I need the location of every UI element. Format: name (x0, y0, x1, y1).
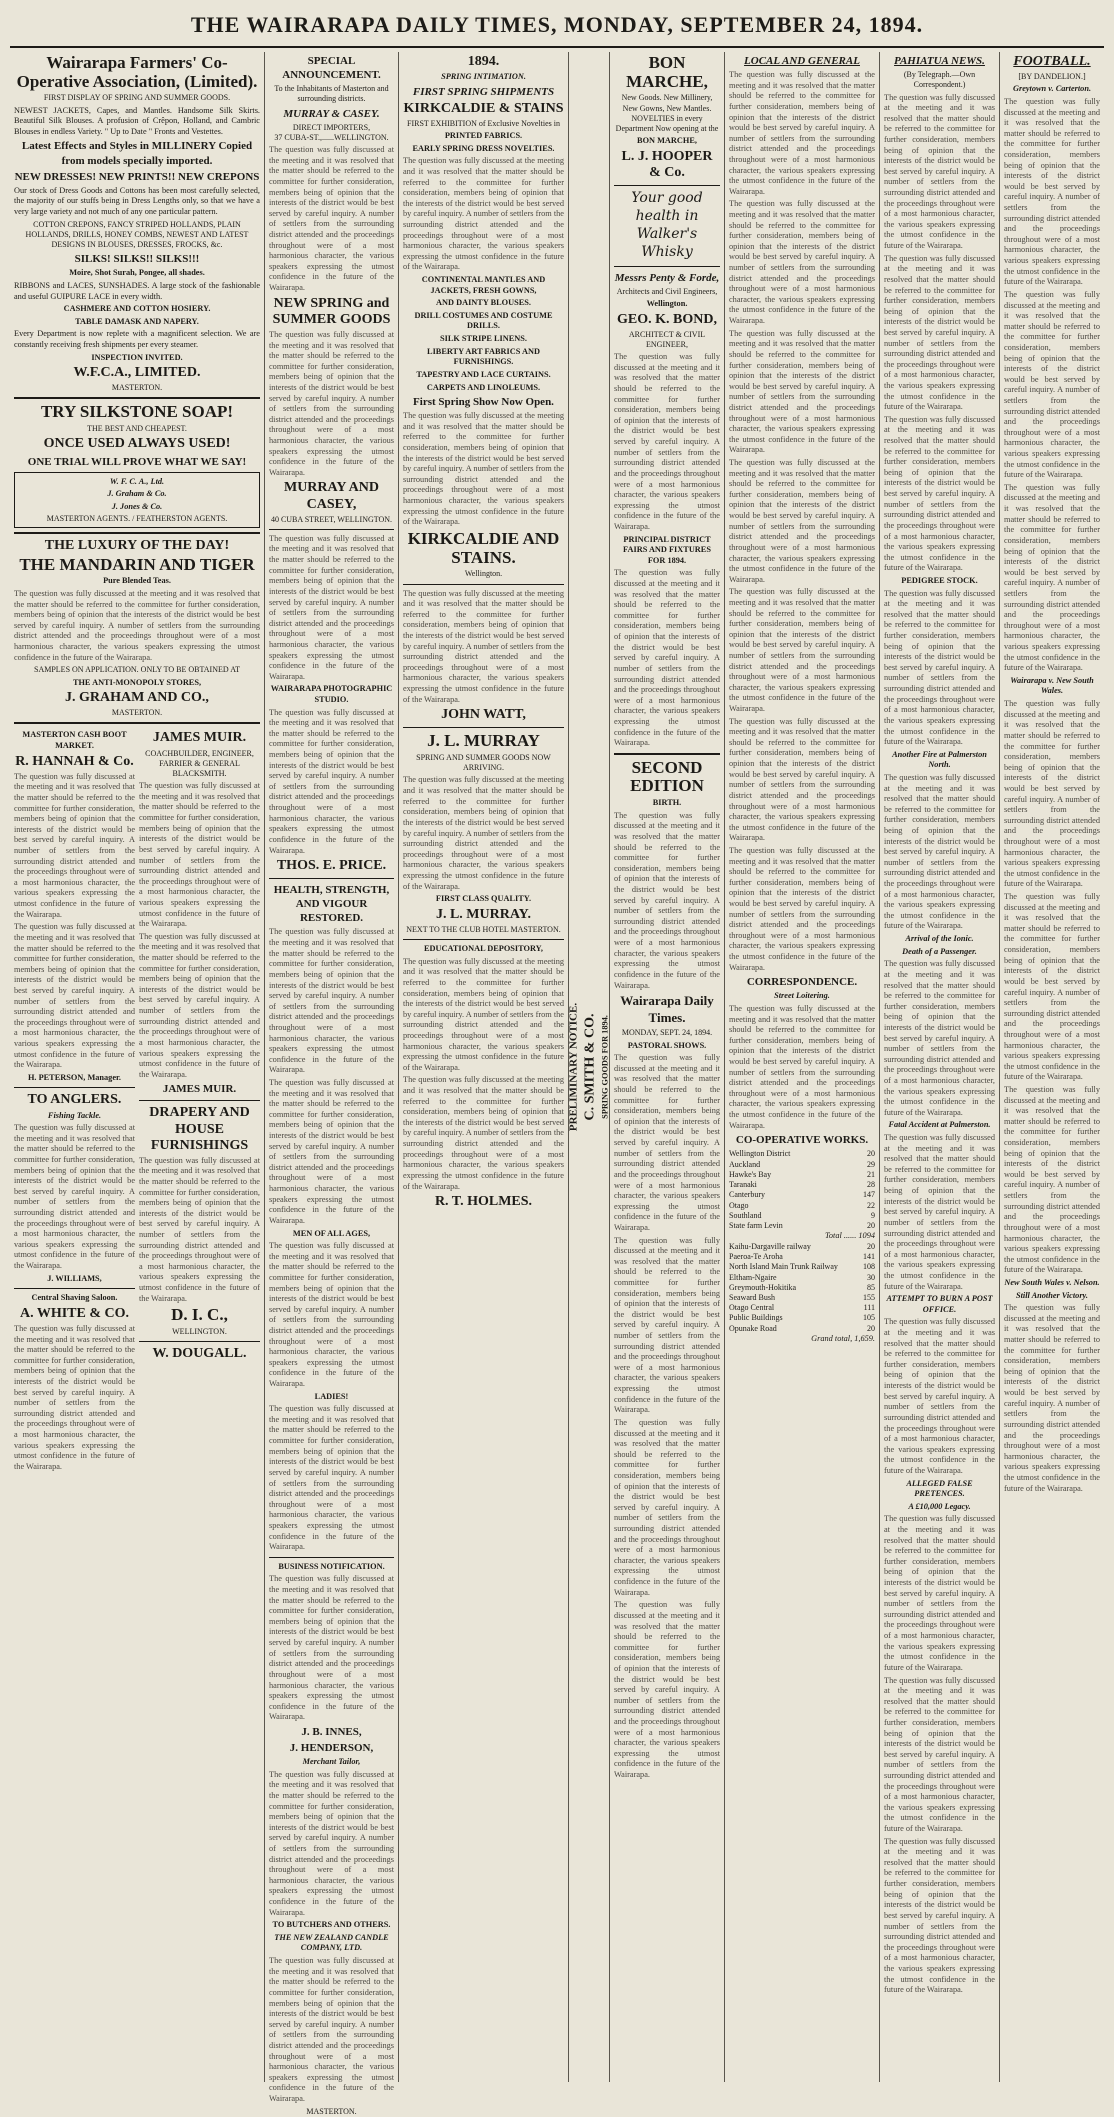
anglers-heading: TO ANGLERS. (27, 1092, 122, 1108)
wfca-masterton: MASTERTON. (111, 383, 163, 393)
local-7: The question was fully discussed at the meeting and it was resolved that the matter should be referred to the committee for further consideration, members being of opinion that the interests of the district would be best served by careful inquiry. A number of settlers from the surrounding district attended and the proceedings throughout were of a most harmonious character, the various speakers expressing the utmost confidence in the future of the Wairarapa. (729, 845, 875, 972)
silkstone-heading: TRY SILKSTONE SOAP! (40, 402, 234, 422)
williams: J. WILLIAMS, (47, 1273, 102, 1283)
murray-casey-2: MURRAY AND CASEY, (283, 480, 380, 512)
pahiatua-byline: (By Telegraph.—Own Correspondent.) (903, 70, 976, 90)
health-heading: HEALTH, STRENGTH, AND VIGOUR RESTORED. (273, 884, 390, 925)
mandarin-tiger: THE MANDARIN AND TIGER (19, 554, 255, 574)
column-4 (569, 52, 725, 2082)
prudential-text: The question was fully discussed at the meeting and it was resolved that the matter should be referred to the committee for further consideration, members being of opinion that the interests of the district would be best served by careful inquiry. A number of settlers from the surrounding district attended and the proceedings throughout were of a most harmonious character, the various speakers expressing the utmost confidence in the future of the Wairarapa. (269, 533, 394, 681)
penty-forde: Messrs Penty & Forde, (614, 271, 720, 284)
col1-left (14, 728, 135, 1474)
blended-teas: Pure Blended Teas. (103, 576, 171, 586)
anglers-text: The question was fully discussed at the meeting and it was resolved that the matter should be referred to the committee for further consideration, members being of opinion that the interests of the district would be best served by careful inquiry. A number of settlers from the surrounding district attended and the proceedings throughout were of a most harmonious character, the various speakers expressing the utmost confidence in the future of the Wairarapa. (14, 1123, 135, 1271)
murray-text: The question was fully discussed at the meeting and it was resolved that the matter should be referred to the committee for further consideration, members being of opinion that the interests of the district would be best served by careful inquiry. A number of settlers from the surrounding district attended and the proceedings throughout were of a most harmonious character, the various speakers expressing the utmost confidence in the future of the Wairarapa. (269, 145, 394, 293)
wfca-subheading: FIRST DISPLAY OF SPRING AND SUMMER GOODS. (43, 93, 231, 103)
football: FOOTBALL. (1013, 54, 1091, 69)
correspondence: CORRESPONDENCE. (746, 976, 858, 989)
rt-holmes: R. T. HOLMES. (434, 1194, 533, 1210)
divider (14, 722, 260, 724)
merchant-tailor: Merchant Tailor, (302, 1757, 361, 1767)
local-1: The question was fully discussed at the meeting and it was resolved that the matter should be referred to the committee for further consideration, members being of opinion that the interests of the district would be best served by careful inquiry. A number of settlers from the surrounding district attended and the proceedings throughout were of a most harmonious character, the various speakers expressing the utmost confidence in the future of the Wairarapa. (729, 70, 875, 196)
dic-name: D. I. C., (171, 1305, 228, 1325)
dainty-blouses: AND DAINTY BLOUSES. (436, 298, 531, 308)
graham-town: MASTERTON. (111, 708, 163, 718)
kirkcaldie-stains-2: KIRKCALDIE AND STAINS. (407, 528, 560, 567)
geo-bond: GEO. K. BOND, (617, 311, 717, 327)
table-row: State farm Levin 20 (729, 1220, 875, 1230)
preliminary-notice: PRELIMINARY NOTICE. (567, 1002, 580, 1132)
divider (269, 878, 394, 879)
agent-2: J. Graham & Co. (107, 489, 167, 499)
local-5: The question was fully discussed at the meeting and it was resolved that the matter should be referred to the committee for further consideration, members being of opinion that the interests of the district would be best served by careful inquiry. A number of settlers from the surrounding district attended and the proceedings throughout were of a most harmonious character, the various speakers expressing the utmost confidence in the future of the Wairarapa. (729, 587, 875, 714)
works-grand-total: Grand total, 1,659. (811, 1333, 875, 1343)
business-notification: BUSINESS NOTIFICATION. (278, 1561, 385, 1571)
post-office-text: The question was fully discussed at the meeting and it was resolved that the matter should be referred to the committee for further consideration, members being of opinion that the interests of the district would be best served by careful inquiry. A number of settlers from the surrounding district attended and the proceedings throughout were of a most harmonious character, the various speakers expressing the utmost confidence in the future of the Wairarapa. (884, 1317, 995, 1475)
bon-new-goods: New Goods. New Millinery, New Gowns, New Mantles. (621, 93, 713, 113)
column-7 (1000, 52, 1104, 2082)
pastoral-shows: PASTORAL SHOWS. (627, 1040, 707, 1050)
works-table-1 (729, 1149, 875, 1231)
wfca-crepons: COTTON CREPONS, FANCY STRIPED HOLLANDS, PLAIN HOLLANDS, DRILLS, HONEY COMBS, NEWEST AND LATEST DESIGNS IN BLOUSES, DRESSES, FROCKS, &c. (25, 219, 249, 249)
new-spring-summer: NEW SPRING and SUMMER GOODS (272, 295, 391, 327)
greytown-carterton: Greytown v. Carterton. (1012, 84, 1092, 94)
shaving-saloon: Central Shaving Saloon. (31, 1293, 118, 1303)
opal-text: The question was fully discussed at the meeting and it was resolved that the matter should be referred to the committee for further consideration, members being of opinion that the interests of the district would be best served by careful inquiry. A number of settlers from the surrounding district attended and the proceedings throughout were of a most harmonious character, the various speakers expressing the utmost confidence in the future of the Wairarapa. (269, 707, 394, 855)
wfca-ribbons: RIBBONS and LACES, SUNSHADES. A large stock of the fashionable and useful GUIPURE LACE in every width. (14, 280, 260, 301)
cuba-street-40: 40 CUBA STREET, WELLINGTON. (270, 514, 393, 524)
masthead-title: THE WAIRARAPA DAILY TIMES, MONDAY, SEPTEMBER 24, 1894. (190, 12, 924, 37)
muir-trade: COACHBUILDER, ENGINEER, FARRIER & GENERAL BLACKSMITH. (145, 748, 254, 779)
kirkcaldie-wellington: Wellington. (464, 569, 503, 579)
divider (139, 1100, 260, 1101)
divider (14, 397, 260, 399)
jl-murray-2: J. L. MURRAY. (435, 906, 532, 922)
smith-name: C. SMITH & CO. (582, 1013, 598, 1121)
early-spring: EARLY SPRING DRESS NOVELTIES. (412, 143, 555, 153)
table-row: Paeroa-Te Aroha 141 (729, 1252, 875, 1262)
depository-text-2: The question was fully discussed at the meeting and it was resolved that the matter should be referred to the committee for further consideration, members being of opinion that the interests of the district would be best served by careful inquiry. A number of settlers from the surrounding district attended and the proceedings throughout were of a most harmonious character, the various speakers expressing the utmost confidence in the future of the Wairarapa. (403, 1075, 564, 1191)
death-passenger: Death of a Passenger. (902, 946, 977, 956)
drapery-text: The question was fully discussed at the meeting and it was resolved that the matter should be referred to the committee for further consideration, members being of opinion that the interests of the district would be best served by careful inquiry. A number of settlers from the surrounding district attended and the proceedings throughout were of a most harmonious character, the various speakers expressing the utmost confidence in the future of the Wairarapa. (139, 1155, 260, 1303)
spring-intimation: SPRING INTIMATION. (441, 72, 526, 82)
divider (614, 753, 720, 755)
col2-masterton: MASTERTON. (306, 2106, 357, 2116)
table-row: Wellington District 20 (729, 1149, 875, 1159)
table-row: Kaihu-Dargaville railway 20 (729, 1241, 875, 1251)
wairarapa-nsw: Wairarapa v. New South Wales. (1010, 675, 1094, 696)
local-general: LOCAL AND GENERAL (744, 55, 860, 67)
fatal-accident: Fatal Accident at Palmerston. (888, 1120, 991, 1130)
silk-stripe: SILK STRIPE LINENS. (440, 334, 527, 344)
educational-depository: EDUCATIONAL DEPOSITORY, (424, 944, 543, 954)
divider (139, 1341, 260, 1342)
photo-studio: WAIRARAPA PHOTOGRAPHIC STUDIO. (270, 684, 393, 704)
table-row: Public Buildings 105 (729, 1313, 875, 1323)
bon-marche-2: BON MARCHE, (637, 136, 697, 146)
football-4: The question was fully discussed at the meeting and it was resolved that the matter should be referred to the committee for further consideration, members being of opinion that the interests of the district would be best served by careful inquiry. A number of settlers from the surrounding district attended and the proceedings throughout were of a most harmonious character, the various speakers expressing the utmost confidence in the future of the Wairarapa. (1004, 699, 1100, 889)
letter-text: The question was fully discussed at the meeting and it was resolved that the matter should be referred to the committee for further consideration, members being of opinion that the interests of the district would be best served by careful inquiry. A number of settlers from the surrounding district attended and the proceedings throughout were of a most harmonious character, the various speakers expressing the utmost confidence in the future of the Wairarapa. (729, 1003, 875, 1130)
wfca-dress-goods-text: Our stock of Dress Goods and Cottons has been most carefully selected, the majority of our stuffs being in Dress Lengths only, so that we have a very large variety and not much of any one particular pattern. (14, 185, 260, 216)
second-edition: SECOND EDITION (630, 757, 704, 796)
table-row: Taranaki 28 (729, 1180, 875, 1190)
times-date: MONDAY, SEPT. 24, 1894. (621, 1028, 713, 1038)
pahiatua-3: The question was fully discussed at the meeting and it was resolved that the matter should be referred to the committee for further consideration, members being of opinion that the interests of the district would be best served by careful inquiry. A number of settlers from the surrounding district attended and the proceedings throughout were of a most harmonious character, the various speakers expressing the utmost confidence in the future of the Wairarapa. (884, 414, 995, 573)
inhabitants: To the Inhabitants of Masterton and surrounding districts. (274, 84, 389, 104)
col4-text: The question was fully discussed at the meeting and it was resolved that the matter should be referred to the committee for further consideration, members being of opinion that the interests of the district would be best served by careful inquiry. A number of settlers from the surrounding district attended and the proceedings throughout were of a most harmonious character, the various speakers expressing the utmost confidence in the future of the Wairarapa. (614, 352, 720, 531)
white-text: The question was fully discussed at the meeting and it was resolved that the matter should be referred to the committee for further consideration, members being of opinion that the interests of the district would be best served by careful inquiry. A number of settlers from the surrounding district attended and the proceedings throughout were of a most harmonious character, the various speakers expressing the utmost confidence in the future of the Wairarapa. (14, 1324, 135, 1471)
innes: J. B. INNES, (301, 1725, 362, 1738)
spring-goods: SPRING GOODS FOR 1894. (600, 1015, 610, 1119)
next-club-hotel: NEXT TO THE CLUB HOTEL MASTERTON. (406, 924, 561, 934)
local-6: The question was fully discussed at the meeting and it was resolved that the matter should be referred to the committee for further consideration, members being of opinion that the interests of the district would be best served by careful inquiry. A number of settlers from the surrounding district attended and the proceedings throughout were of a most harmonious character, the various speakers expressing the utmost confidence in the future of the Wairarapa. (729, 716, 875, 843)
henderson: J. HENDERSON, (289, 1742, 374, 1755)
first-spring-shipments: FIRST SPRING SHIPMENTS (412, 85, 555, 98)
nsw-nelson: New South Wales v. Nelson. (1004, 1277, 1100, 1287)
football-1: The question was fully discussed at the meeting and it was resolved that the matter should be referred to the committee for further consideration, members being of opinion that the interests of the district would be best served by careful inquiry. A number of settlers from the surrounding district attended and the proceedings throughout were of a most harmonious character, the various speakers expressing the utmost confidence in the future of the Wairarapa. (1004, 96, 1100, 287)
samples: SAMPLES ON APPLICATION. ONLY TO BE OBTAINED AT (34, 665, 240, 675)
silkstone-once-used: ONCE USED ALWAYS USED! (43, 436, 231, 452)
birth: BIRTH. (652, 798, 682, 808)
editorial-1: The question was fully discussed at the meeting and it was resolved that the matter should be referred to the committee for further consideration, members being of opinion that the interests of the district would be best served by careful inquiry. A number of settlers from the surrounding district attended and the proceedings throughout were of a most harmonious character, the various speakers expressing the utmost confidence in the future of the Wairarapa. (614, 1053, 720, 1232)
masthead (0, 0, 1114, 46)
jl-murray: J. L. MURRAY (427, 731, 540, 751)
fire-text: The question was fully discussed at the meeting and it was resolved that the matter should be referred to the committee for further consideration, members being of opinion that the interests of the district would be best served by careful inquiry. A number of settlers from the surrounding district attended and the proceedings throughout were of a most harmonious character, the various speakers expressing the utmost confidence in the future of the Wairarapa. (884, 772, 995, 931)
columns (10, 52, 1104, 2116)
candle-company: THE NEW ZEALAND CANDLE COMPANY, LTD. (274, 1932, 389, 1953)
architects: Architects and Civil Engineers, (616, 286, 718, 296)
hannah-text: The question was fully discussed at the meeting and it was resolved that the matter should be referred to the committee for further consideration, members being of opinion that the interests of the district would be best served by careful inquiry. A number of settlers from the surrounding district attended and the proceedings throughout were of a most harmonious character, the various speakers expressing the utmost confidence in the future of the Wairarapa. (14, 771, 135, 919)
business-text: The question was fully discussed at the meeting and it was resolved that the matter should be referred to the committee for further consideration, members being of opinion that the interests of the district would be best served by careful inquiry. A number of settlers from the surrounding district attended and the proceedings throughout were of a most harmonious character, the various speakers expressing the utmost confidence in the future of the Wairarapa. (269, 1574, 394, 1722)
wfca-replete: Every Department is now replete with a magnificent selection. We are constantly receiving fresh shipments per every steamer. (14, 329, 260, 349)
graham-name: J. GRAHAM AND CO., (65, 690, 209, 706)
dandelion: [BY DANDELION.] (1018, 72, 1086, 82)
first-exhibition: FIRST EXHIBITION of Exclusive Novelties in (407, 118, 560, 128)
birth-text: The question was fully discussed at the meeting and it was resolved that the matter should be referred to the committee for further consideration, members being of opinion that the interests of the district would be best served by careful inquiry. A number of settlers from the surrounding district attended and the proceedings throughout were of a most harmonious character, the various speakers expressing the utmost confidence in the future of the Wairarapa. (614, 810, 720, 990)
hooper: L. J. HOOPER & Co. (621, 148, 713, 181)
luxury-heading: THE LUXURY OF THE DAY! (44, 537, 230, 553)
wfca-hosiery: CASHMERE AND COTTON HOSIERY. (63, 304, 211, 314)
table-row: Greymouth-Hokitika 85 (729, 1282, 875, 1292)
football-3: The question was fully discussed at the meeting and it was resolved that the matter should be referred to the committee for further consideration, members being of opinion that the interests of the district would be best served by careful inquiry. A number of settlers from the surrounding district attended and the proceedings throughout were of a most harmonious character, the various speakers expressing the utmost confidence in the future of the Wairarapa. (1004, 482, 1100, 673)
price-name: THOS. E. PRICE. (276, 858, 387, 874)
district-fairs: PRINCIPAL DISTRICT FAIRS AND FIXTURES FOR 1894. (623, 534, 711, 565)
muir-text-2: The question was fully discussed at the meeting and it was resolved that the matter should be referred to the committee for further consideration, members being of opinion that the interests of the district would be best served by careful inquiry. A number of settlers from the surrounding district attended and the proceedings throughout were of a most harmonious character, the various speakers expressing the utmost confidence in the future of the Wairarapa. (139, 931, 260, 1079)
cuba-st: 37 CUBA-ST.,......WELLINGTON. (274, 132, 389, 142)
murray-text: The question was fully discussed at the meeting and it was resolved that the matter should be referred to the committee for further consideration, members being of opinion that the interests of the district would be best served by careful inquiry. A number of settlers from the surrounding district attended and the proceedings throughout were of a most harmonious character, the various speakers expressing the utmost confidence in the future of the Wairarapa. (403, 775, 564, 891)
wfca-inspection: INSPECTION INVITED. (91, 352, 183, 362)
silkstone-agents (14, 472, 260, 528)
pedigree-text: The question was fully discussed at the meeting and it was resolved that the matter should be referred to the committee for further consideration, members being of opinion that the interests of the district would be best served by careful inquiry. A number of settlers from the surrounding district attended and the proceedings throughout were of a most harmonious character, the various speakers expressing the utmost confidence in the future of the Wairarapa. (884, 588, 995, 747)
football-5: The question was fully discussed at the meeting and it was resolved that the matter should be referred to the committee for further consideration, members being of opinion that the interests of the district would be best served by careful inquiry. A number of settlers from the surrounding district attended and the proceedings throughout were of a most harmonious character, the various speakers expressing the utmost confidence in the future of the Wairarapa. (1004, 892, 1100, 1082)
hannah-name: R. HANNAH & Co. (15, 753, 134, 769)
column-1 (10, 52, 265, 2082)
column-2 (265, 52, 399, 2116)
drill-costumes: DRILL COSTUMES AND COSTUME DRILLS. (414, 310, 553, 331)
another-victory: Still Another Victory. (1016, 1290, 1088, 1300)
editorial-2: The question was fully discussed at the meeting and it was resolved that the matter should be referred to the committee for further consideration, members being of opinion that the interests of the district would be best served by careful inquiry. A number of settlers from the surrounding district attended and the proceedings throughout were of a most harmonious character, the various speakers expressing the utmost confidence in the future of the Wairarapa. (614, 1235, 720, 1415)
peterson: H. PETERSON, Manager. (27, 1072, 122, 1082)
divider (269, 529, 394, 530)
first-spring-show: First Spring Show Now Open. (413, 396, 554, 409)
local-3: The question was fully discussed at the meeting and it was resolved that the matter should be referred to the committee for further consideration, members being of opinion that the interests of the district would be best served by careful inquiry. A number of settlers from the surrounding district attended and the proceedings throughout were of a most harmonious character, the various speakers expressing the utmost confidence in the future of the Wairarapa. (729, 328, 875, 455)
fairs-text: The question was fully discussed at the meeting and it was resolved that the matter should be referred to the committee for further consideration, members being of opinion that the interests of the district would be best served by careful inquiry. A number of settlers from the surrounding district attended and the proceedings throughout were of a most harmonious character, the various speakers expressing the utmost confidence in the future of the Wairarapa. (614, 568, 720, 748)
football-2: The question was fully discussed at the meeting and it was resolved that the matter should be referred to the committee for further consideration, members being of opinion that the interests of the district would be best served by careful inquiry. A number of settlers from the surrounding district attended and the proceedings throughout were of a most harmonious character, the various speakers expressing the utmost confidence in the future of the Wairarapa. (1004, 289, 1100, 480)
penty-wellington: Wellington. (646, 299, 688, 309)
divider (614, 185, 720, 186)
pedigree-stock: PEDIGREE STOCK. (901, 575, 978, 585)
kirkcaldie-text: The question was fully discussed at the meeting and it was resolved that the matter should be referred to the committee for further consideration, members being of opinion that the interests of the district would be best served by careful inquiry. A number of settlers from the surrounding district attended and the proceedings throughout were of a most harmonious character, the various speakers expressing the utmost confidence in the future of the Wairarapa. (403, 156, 564, 272)
burn-post-office: ATTEMPT TO BURN A POST OFFICE. (886, 1294, 993, 1314)
murray-casey: MURRAY & CASEY. (283, 107, 380, 120)
wfca-limited: W.F.C.A., LIMITED. (73, 365, 201, 381)
table-row: Otago Central 111 (729, 1303, 875, 1313)
depository-text: The question was fully discussed at the meeting and it was resolved that the matter should be referred to the committee for further consideration, members being of opinion that the interests of the district would be best served by careful inquiry. A number of settlers from the surrounding district attended and the proceedings throughout were of a most harmonious character, the various speakers expressing the utmost confidence in the future of the Wairarapa. (403, 956, 564, 1072)
agent-3: J. Jones & Co. (111, 501, 163, 511)
ladies-text: The question was fully discussed at the meeting and it was resolved that the matter should be referred to the committee for further consideration, members being of opinion that the interests of the district would be best served by careful inquiry. A number of settlers from the surrounding district attended and the proceedings throughout were of a most harmonious character, the various speakers expressing the utmost confidence in the future of the Wairarapa. (269, 1404, 394, 1552)
white-co: A. WHITE & CO. (19, 1305, 130, 1321)
health-text-2: The question was fully discussed at the meeting and it was resolved that the matter should be referred to the committee for further consideration, members being of opinion that the interests of the district would be best served by careful inquiry. A number of settlers from the surrounding district attended and the proceedings throughout were of a most harmonious character, the various speakers expressing the utmost confidence in the future of the Wairarapa. (269, 1077, 394, 1225)
divider (403, 939, 564, 940)
co-op-works: CO-OPERATIVE WORKS. (735, 1134, 869, 1147)
legacy-text: The question was fully discussed at the meeting and it was resolved that the matter should be referred to the committee for further consideration, members being of opinion that the interests of the district would be best served by careful inquiry. A number of settlers from the surrounding district attended and the proceedings throughout were of a most harmonious character, the various speakers expressing the utmost confidence in the future of the Wairarapa. (884, 1514, 995, 1672)
tapestry: TAPESTRY AND LACE CURTAINS. (416, 369, 551, 379)
divider (14, 1087, 135, 1088)
table-row: Hawke's Bay 21 (729, 1169, 875, 1179)
novelties: NOVELTIES in every Department Now opening at the (615, 113, 719, 134)
ladies: LADIES! (314, 1391, 349, 1401)
tea-text: The question was fully discussed at the meeting and it was resolved that the matter should be referred to the committee for further consideration, members being of opinion that the interests of the district would be best served by careful inquiry. A number of settlers from the surrounding district attended and the proceedings throughout were of a most harmonious character, the various speakers expressing the utmost confidence in the future of the Wairarapa. (14, 589, 260, 662)
times-masthead: Wairarapa Daily Times. (620, 993, 714, 1025)
murray-spring: SPRING AND SUMMER GOODS NOW ARRIVING. (416, 753, 551, 773)
liberty-art: LIBERTY ART FABRICS AND FURNISHINGS. (427, 346, 540, 367)
hannah-text-2: The question was fully discussed at the meeting and it was resolved that the matter should be referred to the committee for further consideration, members being of opinion that the interests of the district would be best served by careful inquiry. A number of settlers from the surrounding district attended and the proceedings throughout were of a most harmonious character, the various speakers expressing the utmost confidence in the future of the Wairarapa. (14, 922, 135, 1070)
anti-monopoly: THE ANTI-MONOPOLY STORES, (72, 677, 202, 687)
legacy: A £10,000 Legacy. (908, 1501, 971, 1511)
kirkcaldie-stains: KIRKCALDIE & STAINS (403, 100, 564, 116)
first-class-quality: FIRST CLASS QUALITY. (435, 894, 532, 904)
masthead-rule (10, 46, 1104, 48)
muir-name-2: JAMES MUIR. (162, 1083, 237, 1096)
fishing-tackle: Fishing Tackle. (47, 1110, 102, 1120)
wfca-damask: TABLE DAMASK AND NAPERY. (75, 316, 199, 326)
football-7: The question was fully discussed at the meeting and it was resolved that the matter should be referred to the committee for further consideration, members being of opinion that the interests of the district would be best served by careful inquiry. A number of settlers from the surrounding district attended and the proceedings throughout were of a most harmonious character, the various speakers expressing the utmost confidence in the future of the Wairarapa. (1004, 1303, 1100, 1493)
pictures-text: The question was fully discussed at the meeting and it was resolved that the matter should be referred to the committee for further consideration, members being of opinion that the interests of the district would be best served by careful inquiry. A number of settlers from the surrounding district attended and the proceedings throughout were of a most harmonious character, the various speakers expressing the utmost confidence in the future of the Wairarapa. (403, 588, 564, 704)
cash-boot-market: MASTERTON CASH BOOT MARKET. (22, 730, 127, 751)
table-row: Southland 9 (729, 1210, 875, 1220)
show-text: The question was fully discussed at the meeting and it was resolved that the matter should be referred to the committee for further consideration, members being of opinion that the interests of the district would be best served by careful inquiry. A number of settlers from the surrounding district attended and the proceedings throughout were of a most harmonious character, the various speakers expressing the utmost confidence in the future of the Wairarapa. (403, 411, 564, 527)
divider (14, 1288, 135, 1289)
wfca-jackets-text: NEWEST JACKETS, Capes, and Mantles. Handsome Silk Skirts. Beautiful Silk Blouses. A profusion of Crêpon, Holland, and Cambric Blouses in endless Variety. " Up to Date " Fronts and Vestettes. (14, 105, 260, 136)
false-pretences: ALLEGED FALSE PRETENCES. (906, 1478, 973, 1499)
butchers: TO BUTCHERS AND OTHERS. (272, 1920, 391, 1930)
arrival-ionic: Arrival of the Ionic. (905, 934, 974, 944)
ionic-text: The question was fully discussed at the meeting and it was resolved that the matter should be referred to the committee for further consideration, members being of opinion that the interests of the district would be best served by careful inquiry. A number of settlers from the surrounding district attended and the proceedings throughout were of a most harmonious character, the various speakers expressing the utmost confidence in the future of the Wairarapa. (884, 959, 995, 1117)
editorial-3: The question was fully discussed at the meeting and it was resolved that the matter should be referred to the committee for further consideration, members being of opinion that the interests of the district would be best served by careful inquiry. A number of settlers from the surrounding district attended and the proceedings throughout were of a most harmonious character, the various speakers expressing the utmost confidence in the future of the Wairarapa. (614, 1417, 720, 1597)
muir-name: JAMES MUIR. (152, 730, 247, 746)
column-5 (725, 52, 880, 2082)
divider (403, 727, 564, 728)
john-watt: JOHN WATT, (441, 707, 526, 723)
street-loitering: Street Loitering. (774, 991, 830, 1001)
candle-text: The question was fully discussed at the meeting and it was resolved that the matter should be referred to the committee for further consideration, members being of opinion that the interests of the district would be best served by careful inquiry. A number of settlers from the surrounding district attended and the proceedings throughout were of a most harmonious character, the various speakers expressing the utmost confidence in the future of the Wairarapa. (269, 1956, 394, 2103)
col4-main (610, 52, 724, 2082)
special-announcement: SPECIAL ANNOUNCEMENT. (282, 55, 381, 82)
table-row: Opunake Road 20 (729, 1323, 875, 1333)
henderson-text: The question was fully discussed at the meeting and it was resolved that the matter should be referred to the committee for further consideration, members being of opinion that the interests of the district would be best served by careful inquiry. A number of settlers from the surrounding district attended and the proceedings throughout were of a most harmonious character, the various speakers expressing the utmost confidence in the future of the Wairarapa. (269, 1769, 394, 1917)
silkstone-best: THE BEST AND CHEAPEST. (87, 424, 187, 434)
bond-trade: ARCHITECT & CIVIL ENGINEER, (628, 329, 706, 349)
men-text: The question was fully discussed at the meeting and it was resolved that the matter should be referred to the committee for further consideration, members being of opinion that the interests of the district would be best served by careful inquiry. A number of settlers from the surrounding district attended and the proceedings throughout were of a most harmonious character, the various speakers expressing the utmost confidence in the future of the Wairarapa. (269, 1241, 394, 1389)
divider (269, 1557, 394, 1558)
table-row: Eltham-Ngaire 30 (729, 1272, 875, 1282)
accident-text: The question was fully discussed at the meeting and it was resolved that the matter should be referred to the committee for further consideration, members being of opinion that the interests of the district would be best served by careful inquiry. A number of settlers from the surrounding district attended and the proceedings throughout were of a most harmonious character, the various speakers expressing the utmost confidence in the future of the Wairarapa. (884, 1133, 995, 1291)
wfca-heading: Wairarapa Farmers' Co-Operative Association, (Limited). (16, 53, 258, 91)
col1-split (14, 728, 260, 1474)
table-row: North Island Main Trunk Railway 108 (729, 1262, 875, 1272)
table-row: Otago 22 (729, 1200, 875, 1210)
agent-1: W. F. C. A., Ltd. (109, 476, 165, 486)
local-2: The question was fully discussed at the meeting and it was resolved that the matter should be referred to the committee for further consideration, members being of opinion that the interests of the district would be best served by careful inquiry. A number of settlers from the surrounding district attended and the proceedings throughout were of a most harmonious character, the various speakers expressing the utmost confidence in the future of the Wairarapa. (729, 199, 875, 326)
pahiatua-2: The question was fully discussed at the meeting and it was resolved that the matter should be referred to the committee for further consideration, members being of opinion that the interests of the district would be best served by careful inquiry. A number of settlers from the surrounding district attended and the proceedings throughout were of a most harmonious character, the various speakers expressing the utmost confidence in the future of the Wairarapa. (884, 253, 995, 412)
table-row: Seaward Bush 155 (729, 1293, 875, 1302)
men-all-ages: MEN OF ALL AGES, (292, 1228, 371, 1238)
divider (614, 266, 720, 267)
murray-text-2: The question was fully discussed at the meeting and it was resolved that the matter should be referred to the committee for further consideration, members being of opinion that the interests of the district would be best served by careful inquiry. A number of settlers from the surrounding district attended and the proceedings throughout were of a most harmonious character, the various speakers expressing the utmost confidence in the future of the Wairarapa. (269, 329, 394, 477)
pahiatua-1: The question was fully discussed at the meeting and it was resolved that the matter should be referred to the committee for further consideration, members being of opinion that the interests of the district would be best served by careful inquiry. A number of settlers from the surrounding district attended and the proceedings throughout were of a most harmonious character, the various speakers expressing the utmost confidence in the future of the Wairarapa. (884, 92, 995, 251)
agents-note: MASTERTON AGENTS. / FEATHERSTON AGENTS. (46, 514, 228, 524)
smith-vertical (565, 1003, 614, 1131)
col1-right (139, 728, 260, 1474)
bon-marche: BON MARCHE, (626, 53, 708, 91)
wfca-silks: SILKS! SILKS!! SILKS!!! (74, 253, 200, 266)
carpets: CARPETS AND LINOLEUMS. (426, 382, 541, 392)
table-row: Canterbury 147 (729, 1190, 875, 1200)
muir-text: The question was fully discussed at the meeting and it was resolved that the matter should be referred to the committee for further consideration, members being of opinion that the interests of the district would be best served by careful inquiry. A number of settlers from the surrounding district attended and the proceedings throughout were of a most harmonious character, the various speakers expressing the utmost confidence in the future of the Wairarapa. (139, 781, 260, 929)
dic-town: WELLINGTON. (172, 1326, 227, 1336)
divider (403, 584, 564, 585)
legacy-text-2: The question was fully discussed at the meeting and it was resolved that the matter should be referred to the committee for further consideration, members being of opinion that the interests of the district would be best served by careful inquiry. A number of settlers from the surrounding district attended and the proceedings throughout were of a most harmonious character, the various speakers expressing the utmost confidence in the future of the Wairarapa. (884, 1675, 995, 1834)
smith-side-ad (569, 52, 610, 2082)
column-3 (399, 52, 569, 2082)
pahiatua-news: PAHIATUA NEWS. (894, 55, 985, 67)
dougall-name: W. DOUGALL. (152, 1346, 247, 1362)
works-total-1: Total ...... 1094 (825, 1231, 875, 1241)
year-1894: 1894. (467, 54, 500, 69)
column-6 (880, 52, 1000, 2082)
fire-palmerston: Another Fire at Palmerston North. (892, 749, 987, 770)
silkstone-trial: ONE TRIAL WILL PROVE WHAT WE SAY! (27, 455, 247, 468)
continental-mantles: CONTINENTAL MANTLES AND JACKETS, FRESH GOWNS, (421, 275, 546, 295)
drapery-heading: DRAPERY AND HOUSE FURNISHINGS (149, 1105, 250, 1153)
works-table-2 (729, 1242, 875, 1334)
local-4: The question was fully discussed at the meeting and it was resolved that the matter should be referred to the committee for further consideration, members being of opinion that the interests of the district would be best served by careful inquiry. A number of settlers from the surrounding district attended and the proceedings throughout were of a most harmonious character, the various speakers expressing the utmost confidence in the future of the Wairarapa. (729, 458, 875, 584)
wfca-millinery: Latest Effects and Styles in MILLINERY Copied from models specially imported. (21, 140, 253, 167)
whisky-slogan: Your good health in Walker's Whisky (631, 190, 703, 260)
direct-importers: DIRECT IMPORTERS, (292, 122, 371, 132)
health-text: The question was fully discussed at the meeting and it was resolved that the matter should be referred to the committee for further consideration, members being of opinion that the interests of the district would be best served by careful inquiry. A number of settlers from the surrounding district attended and the proceedings throughout were of a most harmonious character, the various speakers expressing the utmost confidence in the future of the Wairarapa. (269, 927, 394, 1075)
football-6: The question was fully discussed at the meeting and it was resolved that the matter should be referred to the committee for further consideration, members being of opinion that the interests of the district would be best served by careful inquiry. A number of settlers from the surrounding district attended and the proceedings throughout were of a most harmonious character, the various speakers expressing the utmost confidence in the future of the Wairarapa. (1004, 1085, 1100, 1275)
wfca-dresses: NEW DRESSES! NEW PRINTS!! NEW CREPONS (14, 170, 260, 183)
divider (14, 532, 260, 534)
editorial-4: The question was fully discussed at the meeting and it was resolved that the matter should be referred to the committee for further consideration, members being of opinion that the interests of the district would be best served by careful inquiry. A number of settlers from the surrounding district attended and the proceedings throughout were of a most harmonious character, the various speakers expressing the utmost confidence in the future of the Wairarapa. (614, 1600, 720, 1780)
printed-fabrics: PRINTED FABRICS. (444, 131, 523, 141)
wfca-moire: Moire, Shot Surah, Pongee, all shades. (69, 268, 205, 278)
table-row: Auckland 29 (729, 1159, 875, 1169)
legacy-text-3: The question was fully discussed at the meeting and it was resolved that the matter should be referred to the committee for further consideration, members being of opinion that the interests of the district would be best served by careful inquiry. A number of settlers from the surrounding district attended and the proceedings throughout were of a most harmonious character, the various speakers expressing the utmost confidence in the future of the Wairarapa. (884, 1836, 995, 1995)
